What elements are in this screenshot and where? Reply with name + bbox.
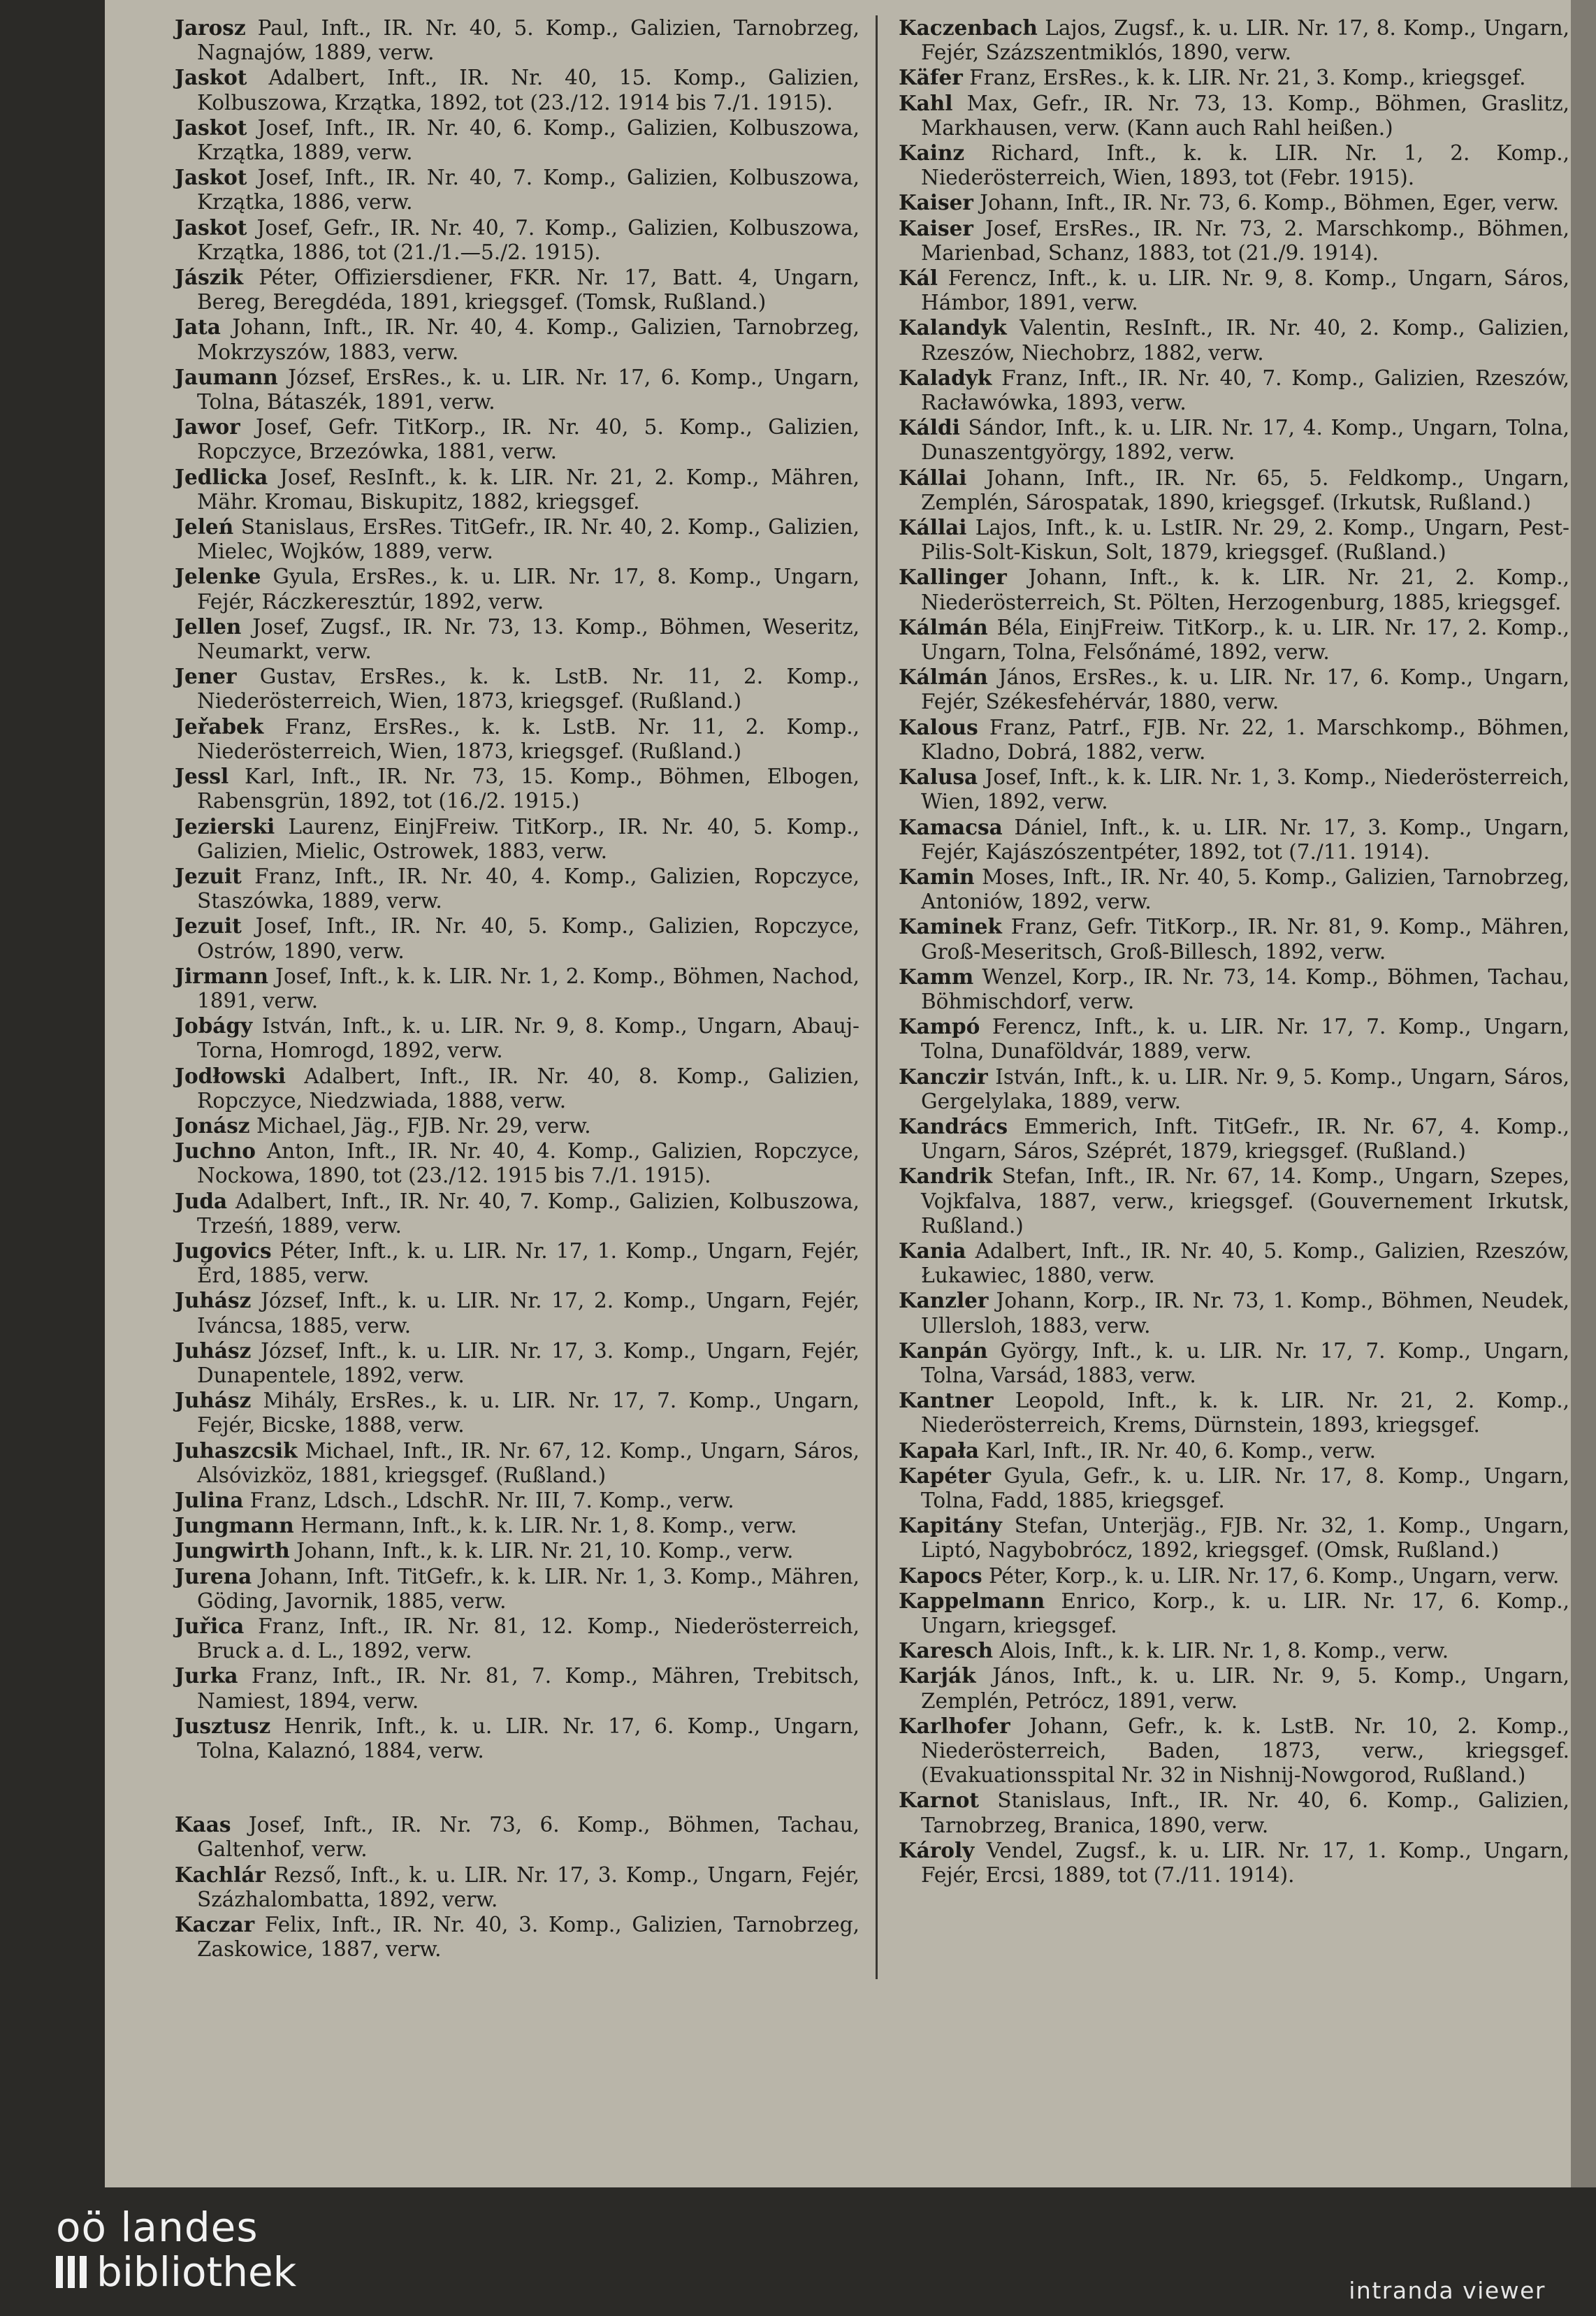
entry-surname: Kantner [899,1388,994,1413]
entry-surname: Jonász [175,1113,250,1138]
list-entry [175,1538,859,1563]
entry-surname: Jungmann [175,1513,294,1538]
entry-details: Moses, Inft., IR. Nr. 40, 5. Komp., Galizien, Tarnobrzeg, Antoniów, 1892, verw. [921,864,1569,914]
entry-details: Josef, ResInft., k. k. LIR. Nr. 21, 2. Komp., Mähren, Mähr. Kromau, Biskupitz, 1882, kriegsgef. [197,465,859,514]
entry-surname: Juřica [175,1614,245,1638]
entry-details: János, Inft., k. u. LIR. Nr. 9, 5. Komp., Ungarn, Zemplén, Petrócz, 1891, verw. [921,1664,1569,1713]
entry-details: Laurenz, EinjFreiw. TitKorp., IR. Nr. 40, 5. Komp., Galizien, Mielic, Ostrowek, 1883, verw. [197,814,859,863]
list-entry [175,314,859,364]
entry-details: Béla, EinjFreiw. TitKorp., k. u. LIR. Nr. 17, 2. Komp., Ungarn, Tolna, Felsőnámé, 1892, verw. [921,615,1569,665]
entry-surname: Jirmann [175,963,268,988]
list-entry [899,15,1569,65]
entry-details: Alois, Inft., k. k. LIR. Nr. 1, 8. Komp., verw. [999,1639,1449,1663]
entry-surname: Jaskot [175,65,247,90]
entry-details: Johann, Inft., k. k. LIR. Nr. 21, 2. Komp., Niederösterreich, St. Pölten, Herzogenburg, 1885, kriegsgef. [921,565,1569,614]
entry-surname: Jobágy [175,1013,253,1038]
entry-surname: Jarosz [175,15,246,40]
entry-surname: Kalusa [899,765,978,790]
entry-surname: Kanpán [899,1338,988,1363]
entry-details: Ferencz, Inft., k. u. LIR. Nr. 9, 8. Komp., Ungarn, Sáros, Hámbor, 1891, verw. [921,266,1569,315]
entry-surname: Kanzler [899,1288,989,1313]
entry-surname: Jener [175,664,237,689]
entry-details: Franz, Inft., IR. Nr. 81, 7. Komp., Mähren, Trebitsch, Namiest, 1894, verw. [197,1664,859,1713]
list-entry [175,1614,859,1663]
section-gap [175,1763,859,1812]
entry-details: Karl, Inft., IR. Nr. 40, 6. Komp., verw. [985,1438,1377,1463]
page-edge [1571,0,1596,2187]
entry-surname: Karlhofer [899,1713,1010,1738]
entry-details: Vendel, Zugsf., k. u. LIR. Nr. 17, 1. Komp., Ungarn, Fejér, Ercsi, 1889, tot (7./11. 1914). [921,1838,1569,1888]
list-entry [175,1064,859,1113]
entry-surname: Kanczir [899,1064,988,1089]
entry-surname: Jurena [175,1563,252,1588]
entry-details: Johann, Inft., IR. Nr. 40, 4. Komp., Galizien, Tarnobrzeg, Mokrzyszów, 1883, verw. [197,315,859,364]
entry-surname: Jawor [175,414,240,440]
entry-details: Anton, Inft., IR. Nr. 40, 4. Komp., Galizien, Ropczyce, Nockowa, 1890, tot (23./12. 1915 bis 7./1. 1915). [197,1139,859,1188]
entry-surname: Kampó [899,1014,980,1039]
entry-surname: Juhász [175,1338,252,1363]
list-entry [175,265,859,314]
library-bars-icon [56,2256,87,2288]
list-entry [175,714,859,764]
entry-surname: Kallinger [899,565,1007,590]
entry-surname: Káldi [899,415,960,440]
list-entry [899,190,1569,215]
entry-surname: Kapéter [899,1463,992,1488]
list-entry [899,91,1569,140]
entry-surname: Karesch [899,1638,994,1663]
list-entry [175,1912,859,1962]
entry-details: Johann, Inft., k. k. LIR. Nr. 21, 10. Komp., verw. [296,1539,794,1563]
entry-details: Emmerich, Inft. TitGefr., IR. Nr. 67, 4. Komp., Ungarn, Sáros, Széprét, 1879, kriegsgef. (Rußland.) [921,1114,1570,1164]
entry-details: Stanislaus, ErsRes. TitGefr., IR. Nr. 40, 2. Komp., Galizien, Mielec, Wojków, 1889, verw. [197,515,859,564]
entry-surname: Kalandyk [899,315,1007,340]
list-entry [175,165,859,215]
list-entry [899,1164,1569,1238]
entry-details: Valentin, ResInft., IR. Nr. 40, 2. Komp., Galizien, Rzeszów, Niechobrz, 1882, verw. [921,316,1569,365]
entry-details: Wenzel, Korp., IR. Nr. 73, 14. Komp., Böhmen, Tachau, Böhmischdorf, verw. [921,964,1569,1013]
entry-surname: Kappelmann [899,1588,1045,1613]
entry-surname: Karják [899,1663,976,1688]
entry-surname: Jelenke [175,564,261,589]
entry-details: Josef, Gefr., IR. Nr. 40, 7. Komp., Galizien, Kolbuszowa, Krzątka, 1886, tot (21./1.—5./2. 1915). [197,215,859,264]
list-entry [899,1238,1569,1288]
list-entry [899,1513,1569,1563]
entry-details: Gustav, ErsRes., k. k. LstB. Nr. 11, 2. Komp., Niederösterreich, Wien, 1873, kriegsgef. (Rußland.) [197,665,859,714]
entry-details: György, Inft., k. u. LIR. Nr. 17, 7. Komp., Ungarn, Tolna, Varsád, 1883, verw. [921,1338,1569,1387]
list-entry [899,366,1569,415]
list-entry [899,1588,1569,1638]
list-entry [899,615,1569,665]
entry-surname: Kamm [899,964,974,989]
entry-details: Johann, Inft. TitGefr., k. k. LIR. Nr. 1, 3. Komp., Mähren, Göding, Javornik, 1885, verw. [197,1564,859,1613]
list-entry [899,1438,1569,1463]
entry-surname: Jaskot [175,165,247,190]
entry-details: Franz, ErsRes., k. k. LstB. Nr. 11, 2. Komp., Niederösterreich, Wien, 1873, kriegsgef. (Rußland.) [197,714,859,763]
entry-details: Josef, Gefr. TitKorp., IR. Nr. 40, 5. Komp., Galizien, Ropczyce, Brzezówka, 1881, verw. [197,415,859,464]
entry-details: Péter, Korp., k. u. LIR. Nr. 17, 6. Komp., Ungarn, verw. [989,1563,1560,1588]
list-entry [899,515,1569,565]
entry-surname: Juhász [175,1388,252,1413]
entry-surname: Jusztusz [175,1713,271,1738]
list-entry [899,665,1569,714]
entry-details: Karl, Inft., IR. Nr. 73, 15. Komp., Böhmen, Elbogen, Rabensgrün, 1892, tot (16./2. 1915.) [197,765,859,813]
entry-details: Stefan, Unterjäg., FJB. Nr. 32, 1. Komp., Ungarn, Liptó, Nagybobrócz, 1892, kriegsgef. (Omsk, Rußland.) [921,1514,1569,1563]
list-entry [175,864,859,913]
entry-surname: Jodłowski [175,1063,286,1088]
list-entry [899,216,1569,266]
entry-details: Lajos, Inft., k. u. LstIR. Nr. 29, 2. Komp., Ungarn, Pest-Pilis-Solt-Kiskun, Solt, 1879, kriegsgef. (Rußland.) [921,516,1569,565]
entry-details: Josef, ErsRes., IR. Nr. 73, 2. Marschkomp., Böhmen, Marienbad, Schanz, 1883, tot (21./9. 1914). [921,216,1569,265]
list-entry [175,115,859,165]
list-entry [175,764,859,813]
logo-line-1: oö landes [56,2203,259,2251]
list-entry [175,1013,859,1063]
list-entry [175,1138,859,1188]
entry-surname: Kamacsa [899,814,1003,839]
entry-details: Rezső, Inft., k. u. LIR. Nr. 17, 3. Komp., Ungarn, Fejér, Százhalombatta, 1892, verw. [197,1862,859,1911]
entry-surname: Kandrács [899,1113,1008,1138]
list-entry [175,65,859,115]
entry-surname: Kalous [899,714,978,739]
entry-details: Stefan, Inft., IR. Nr. 67, 14. Komp., Ungarn, Szepes, Vojkfalva, 1887, verw., kriegsgef. (Gouvernement Irkutsk, Rußland.) [921,1164,1569,1238]
entry-surname: Jedlicka [175,464,268,489]
list-entry [899,1463,1569,1513]
entry-details: Johann, Gefr., k. k. LstB. Nr. 10, 2. Komp., Niederösterreich, Baden, 1873, verw., kriegsgef. (Evakuationsspital Nr. 32 in Nishnij-Nowgorod, Rußland.) [921,1714,1570,1788]
entry-details: József, Inft., k. u. LIR. Nr. 17, 3. Komp., Ungarn, Fejér, Dunapentele, 1892, verw. [197,1338,859,1387]
entry-details: Michael, Jäg., FJB. Nr. 29, verw. [256,1113,591,1138]
entry-details: Johann, Inft., IR. Nr. 65, 5. Feldkomp., Ungarn, Zemplén, Sárospatak, 1890, kriegsgef. (Irkutsk, Rußland.) [921,465,1569,514]
list-entry [899,140,1569,190]
viewer-label: intranda viewer [1349,2277,1546,2304]
entry-details: Franz, Gefr. TitKorp., IR. Nr. 81, 9. Komp., Mähren, Groß-Meseritsch, Groß-Billesch, 1892, verw. [921,915,1569,964]
entry-details: Felix, Inft., IR. Nr. 40, 3. Komp., Galizien, Tarnobrzeg, Zaskowice, 1887, verw. [197,1913,859,1962]
entry-details: Sándor, Inft., k. u. LIR. Nr. 17, 4. Komp., Ungarn, Tolna, Dunaszentgyörgy, 1892, verw. [921,416,1569,465]
entry-surname: Jellen [175,614,242,639]
entry-details: József, ErsRes., k. u. LIR. Nr. 17, 6. Komp., Ungarn, Tolna, Bátaszék, 1891, verw. [197,365,859,414]
list-entry [899,864,1569,914]
entry-details: Paul, Inft., IR. Nr. 40, 5. Komp., Galizien, Tarnobrzeg, Nagnajów, 1889, verw. [197,16,859,65]
entry-details: Max, Gefr., IR. Nr. 73, 13. Komp., Böhmen, Graslitz, Markhausen, verw. (Kann auch Rahl heißen.) [921,91,1569,140]
list-entry [899,315,1569,365]
entry-surname: Jungwirth [175,1538,290,1563]
entry-surname: Kachlár [175,1862,266,1887]
entry-details: Josef, Inft., IR. Nr. 40, 5. Komp., Galizien, Ropczyce, Ostrów, 1890, verw. [197,914,859,963]
list-entry [175,1388,859,1438]
library-logo[interactable] [56,2205,296,2294]
list-entry [175,814,859,864]
entry-surname: Jessl [175,764,229,789]
list-entry [899,1288,1569,1338]
entry-details: Gyula, Gefr., k. u. LIR. Nr. 17, 8. Komp., Ungarn, Tolna, Fadd, 1885, kriegsgef. [921,1463,1569,1512]
entry-surname: Jeleń [175,514,234,540]
right-column [899,15,1569,1888]
list-entry [175,614,859,664]
entry-details: Franz, Ldsch., LdschR. Nr. III, 7. Komp., verw. [249,1488,734,1512]
column-divider [876,15,878,1979]
entry-details: József, Inft., k. u. LIR. Nr. 17, 2. Komp., Ungarn, Fejér, Iváncsa, 1885, verw. [197,1289,859,1338]
entry-details: István, Inft., k. u. LIR. Nr. 9, 5. Komp., Ungarn, Sáros, Gergelylaka, 1889, verw. [921,1064,1569,1113]
entry-surname: Juhaszcsik [175,1438,298,1463]
list-entry [175,414,859,464]
entry-surname: Jaskot [175,215,247,240]
list-entry [899,914,1569,964]
list-entry [899,415,1569,465]
list-entry [899,65,1569,90]
entry-details: Josef, Zugsf., IR. Nr. 73, 13. Komp., Böhmen, Weseritz, Neumarkt, verw. [197,614,859,664]
entry-surname: Kálmán [899,665,988,690]
list-entry [899,1014,1569,1064]
entry-surname: Jata [175,314,221,340]
entry-details: Josef, Inft., IR. Nr. 73, 6. Komp., Böhmen, Tachau, Galtenhof, verw. [197,1813,859,1862]
list-entry [899,1114,1569,1164]
entry-surname: Kállai [899,465,967,490]
list-entry [175,1113,859,1138]
entry-surname: Jurka [175,1663,238,1688]
list-entry [175,15,859,65]
entry-surname: Karnot [899,1788,980,1813]
list-entry [175,514,859,564]
list-entry [175,1189,859,1238]
entry-surname: Kamin [899,864,975,889]
list-entry [899,1064,1569,1114]
list-entry [175,1812,859,1862]
entry-details: Franz, ErsRes., k. k. LIR. Nr. 21, 3. Komp., kriegsgef. [969,66,1526,90]
entry-details: Enrico, Korp., k. u. LIR. Nr. 17, 6. Komp., Ungarn, kriegsgef. [921,1588,1569,1637]
entry-surname: Kaiser [899,215,973,240]
entry-details: Franz, Inft., IR. Nr. 40, 7. Komp., Galizien, Rzeszów, Racławówka, 1893, verw. [921,366,1569,415]
entry-surname: Juhász [175,1288,252,1313]
entry-surname: Kapocs [899,1563,982,1588]
entry-details: Hermann, Inft., k. k. LIR. Nr. 1, 8. Komp., verw. [300,1514,797,1538]
list-entry [899,1338,1569,1388]
entry-details: Dániel, Inft., k. u. LIR. Nr. 17, 3. Komp., Ungarn, Fejér, Kajászószentpéter, 1892, tot (7./11. 1914). [921,815,1569,864]
list-entry [175,913,859,963]
list-entry [899,266,1569,315]
entry-surname: Jezuit [175,863,242,888]
entry-surname: Kaas [175,1812,231,1837]
logo-line-2: bibliothek [96,2248,297,2296]
entry-details: Josef, Inft., k. k. LIR. Nr. 1, 2. Komp., Böhmen, Nachod, 1891, verw. [197,964,859,1013]
entry-surname: Károly [899,1837,975,1862]
entry-surname: Jászik [175,265,244,290]
entry-details: Ferencz, Inft., k. u. LIR. Nr. 17, 7. Komp., Ungarn, Tolna, Dunaföldvár, 1889, verw. [921,1015,1569,1064]
entry-details: Péter, Offiziersdiener, FKR. Nr. 17, Batt. 4, Ungarn, Bereg, Beregdéda, 1891, kriegsgef. (Tomsk, Rußland.) [197,266,859,314]
list-entry [175,215,859,265]
list-entry [175,664,859,714]
list-entry [899,1714,1569,1788]
entry-details: Richard, Inft., k. k. LIR. Nr. 1, 2. Komp., Niederösterreich, Wien, 1893, tot (Febr. 1915). [921,141,1569,190]
list-entry [175,365,859,414]
entry-surname: Kálmán [899,614,988,639]
list-entry [175,1513,859,1538]
entry-details: Johann, Korp., IR. Nr. 73, 1. Komp., Böhmen, Neudek, Ullersloh, 1883, verw. [921,1289,1569,1338]
list-entry [899,715,1569,765]
entry-details: Johann, Inft., IR. Nr. 73, 6. Komp., Böhmen, Eger, verw. [980,191,1560,215]
entry-details: Franz, Inft., IR. Nr. 81, 12. Komp., Niederösterreich, Bruck a. d. L., 1892, verw. [197,1614,859,1663]
entry-surname: Kaczar [175,1912,255,1937]
entry-surname: Kapitány [899,1513,1002,1538]
entry-surname: Juda [175,1188,228,1213]
entry-surname: Kandrik [899,1164,993,1189]
entry-surname: Jezuit [175,913,242,939]
list-entry [175,1488,859,1513]
entry-details: Josef, Inft., IR. Nr. 40, 6. Komp., Galizien, Kolbuszowa, Krzątka, 1889, verw. [197,115,859,165]
list-entry [899,1838,1569,1888]
entry-details: Leopold, Inft., k. k. LIR. Nr. 21, 2. Komp., Niederösterreich, Krems, Dürnstein, 1893, kriegsgef. [921,1389,1569,1438]
entry-details: Adalbert, Inft., IR. Nr. 40, 15. Komp., Galizien, Kolbuszowa, Krzątka, 1892, tot (23./12. 1914 bis 7./1. 1915). [197,66,859,115]
list-entry [899,815,1569,864]
entry-surname: Jezierski [175,813,275,839]
entry-details: Adalbert, Inft., IR. Nr. 40, 8. Komp., Galizien, Ropczyce, Niedzwiada, 1888, verw. [197,1064,859,1113]
entry-surname: Jaskot [175,115,247,140]
entry-details: Josef, Inft., k. k. LIR. Nr. 1, 3. Komp., Niederösterreich, Wien, 1892, verw. [921,765,1569,814]
entry-surname: Julina [175,1487,244,1512]
list-entry [175,1564,859,1614]
list-entry [175,1338,859,1388]
list-entry [175,1663,859,1713]
entry-details: Franz, Inft., IR. Nr. 40, 4. Komp., Galizien, Ropczyce, Staszówka, 1889, verw. [197,864,859,913]
entry-details: Josef, Inft., IR. Nr. 40, 7. Komp., Galizien, Kolbuszowa, Krzątka, 1886, verw. [197,166,859,215]
entry-surname: Kaminek [899,914,1002,939]
list-entry [175,1714,859,1763]
entry-surname: Kapała [899,1438,979,1463]
entry-details: Franz, Patrf., FJB. Nr. 22, 1. Marschkomp., Böhmen, Kladno, Dobrá, 1882, verw. [921,715,1569,764]
entry-details: Gyula, ErsRes., k. u. LIR. Nr. 17, 8. Komp., Ungarn, Fejér, Ráczkeresztúr, 1892, verw. [197,565,859,614]
list-entry [175,1238,859,1288]
left-column [175,15,859,1962]
list-entry [175,465,859,514]
list-entry [175,1438,859,1488]
entry-details: Péter, Inft., k. u. LIR. Nr. 17, 1. Komp., Ungarn, Fejér, Érd, 1885, verw. [197,1238,859,1288]
entry-details: Lajos, Zugsf., k. u. LIR. Nr. 17, 8. Komp., Ungarn, Fejér, Százszentmiklós, 1890, verw. [921,16,1569,65]
entry-surname: Jaumann [175,364,278,389]
entry-surname: Kania [899,1238,966,1263]
entry-surname: Kahl [899,90,953,115]
entry-details: Michael, Inft., IR. Nr. 67, 12. Komp., Ungarn, Sáros, Alsóvizköz, 1881, kriegsgef. (Rußland.) [197,1438,859,1487]
list-entry [899,465,1569,515]
list-entry [899,1638,1569,1663]
list-entry [175,1288,859,1338]
entry-details: Stanislaus, Inft., IR. Nr. 40, 6. Komp., Galizien, Tarnobrzeg, Branica, 1890, verw. [921,1788,1569,1837]
entry-surname: Kál [899,266,938,291]
list-entry [899,1388,1569,1438]
entry-surname: Kaczenbach [899,15,1038,40]
entry-surname: Kaiser [899,190,973,215]
list-entry [899,1663,1569,1713]
entry-details: István, Inft., k. u. LIR. Nr. 9, 8. Komp., Ungarn, Abauj-Torna, Homrogd, 1892, verw. [197,1014,859,1063]
entry-surname: Kainz [899,140,965,166]
entry-details: Mihály, ErsRes., k. u. LIR. Nr. 17, 7. Komp., Ungarn, Fejér, Bicske, 1888, verw. [197,1389,859,1438]
list-entry [175,1862,859,1912]
entry-surname: Juchno [175,1138,256,1164]
entry-details: Henrik, Inft., k. u. LIR. Nr. 17, 6. Komp., Ungarn, Tolna, Kalaznó, 1884, verw. [197,1714,859,1763]
entry-surname: Kaladyk [899,365,992,390]
list-entry [899,1563,1569,1588]
entry-details: János, ErsRes., k. u. LIR. Nr. 17, 6. Komp., Ungarn, Fejér, Székesfehérvár, 1880, verw. [921,665,1569,714]
entry-details: Adalbert, Inft., IR. Nr. 40, 5. Komp., Galizien, Rzeszów, Łukawiec, 1880, verw. [921,1238,1569,1288]
list-entry [899,1788,1569,1837]
list-entry [899,765,1569,814]
list-entry [899,964,1569,1014]
list-entry [175,564,859,614]
list-entry [175,964,859,1013]
entry-surname: Jugovics [175,1238,272,1263]
list-entry [899,565,1569,614]
entry-details: Adalbert, Inft., IR. Nr. 40, 7. Komp., Galizien, Kolbuszowa, Trześń, 1889, verw. [197,1189,859,1238]
entry-surname: Käfer [899,65,963,90]
entry-surname: Jeřabek [175,714,264,739]
entry-surname: Kállai [899,515,967,540]
